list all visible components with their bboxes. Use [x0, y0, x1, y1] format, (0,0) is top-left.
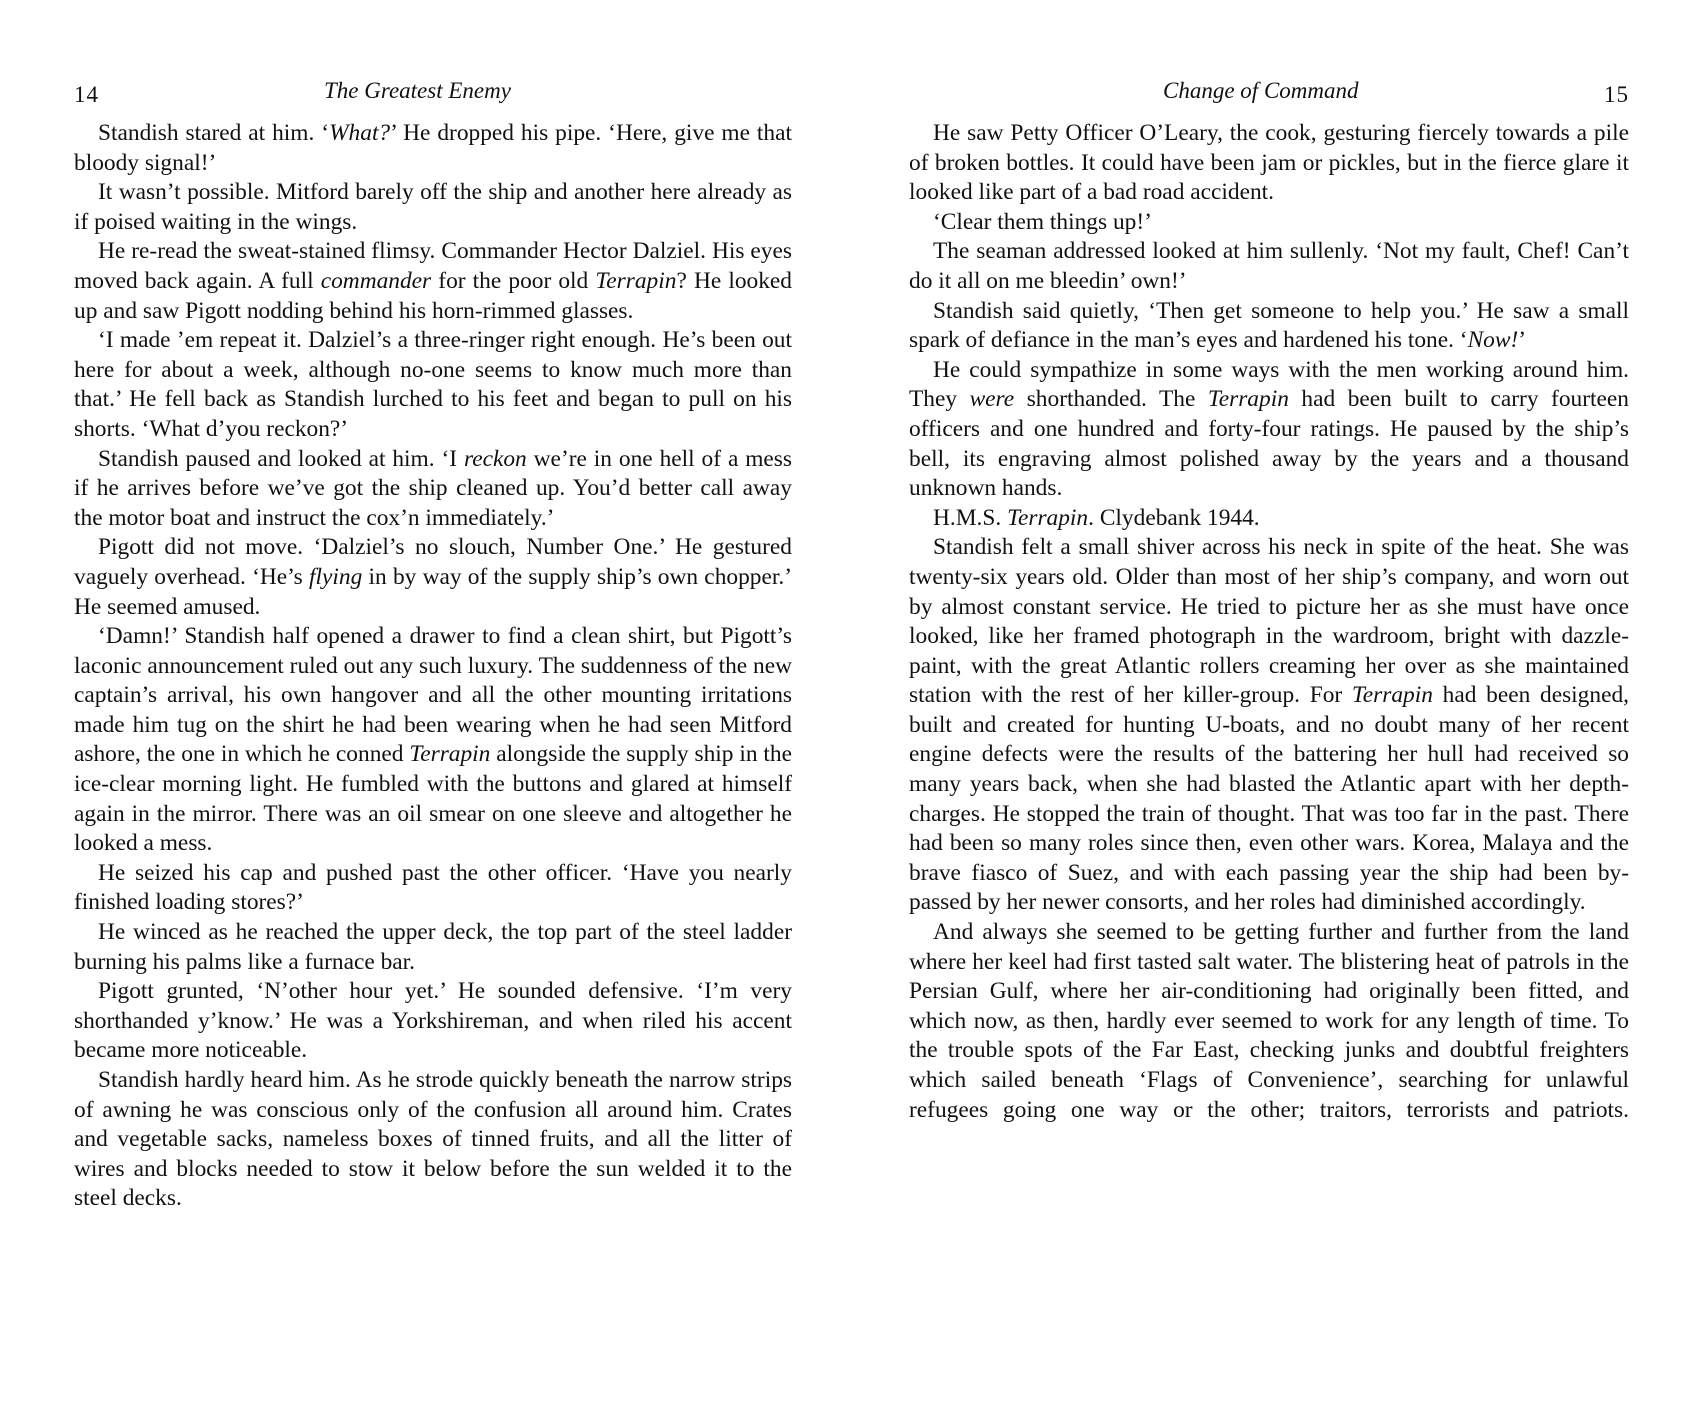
paragraph: [74, 859, 792, 918]
paragraph: [909, 119, 1629, 208]
paragraph: [74, 119, 792, 178]
text-run: He winced as he reached the upper deck, the top part of the steel ladder burning his palms like a furnace bar.: [74, 919, 792, 975]
right-page-number: 15: [1604, 82, 1629, 107]
text-run: Standish stared at him. ‘: [98, 120, 330, 146]
text-run: Standish said quietly, ‘Then get someone to help you.’ He saw a small spark of defiance in the man’s eyes and hardened his tone. ‘: [909, 297, 1629, 354]
italic-text: commander: [320, 267, 432, 294]
text-run: It wasn’t possible. Mitford barely off the ship and another here already as if poised waiting in the wings.: [74, 179, 792, 235]
italic-text: Terrapin: [595, 267, 677, 294]
text-run: And always she seemed to be getting further and further from the land where her keel had first tasted salt water. The blistering heat of patrols in the Persian Gulf, where her air-conditioning had originally been fitted, and which now, as then, hardly ever seemed to work for any length of time. To the trouble spots of the Far East, checking junks and doubtful freighters which sailed beneath ‘Flags of Convenience’, searching for unlawful refugees going one way or the other; traitors, terrorists and patriots.: [909, 919, 1629, 1123]
text-run: had been designed, built and created for hunting U-boats, and no doubt many of her recent engine defects were the results of the battering her hull had received so many years back, when she had blasted the Atlantic apart with her depth-charges. He stopped the train of thought. That was too far in the past. There had been so many roles since then, even other wars. Korea, Malaya and the brave fiasco of Suez, and with each passing year the ship had been by-passed by her newer consorts, and her roles had diminished accordingly.: [909, 682, 1629, 916]
italic-text: reckon: [463, 445, 527, 472]
text-run: He saw Petty Officer O’Leary, the cook, gesturing fiercely towards a pile of broken bottles. It could have been jam or pickles, but in the fierce glare it looked like part of a bad road accident.: [909, 120, 1629, 206]
paragraph: [74, 237, 792, 326]
text-run: for the poor old: [431, 267, 596, 294]
paragraph: [74, 178, 792, 237]
text-run: we’re in one hell of a mess if he arrives before we’ve got the ship cleaned up. You’d better call away the motor boat and instruct the cox’n immediately.’: [74, 445, 793, 531]
paragraph: [74, 533, 792, 622]
paragraph: [909, 918, 1629, 1125]
text-run: Standish felt a small shiver across his neck in spite of the heat. She was twenty-six years old. Older than most of her ship’s company, and worn out by almost constant service. He tried to picture her as she must have once looked, like her framed photograph in the wardroom, bright with dazzle-paint, with the great Atlantic rollers creaming her over as she maintained station with the rest of her killer-group. For: [909, 534, 1629, 709]
paragraph: [909, 504, 1629, 534]
paragraph: [74, 622, 792, 859]
text-run: Pigott did not move. ‘Dalziel’s no slouch, Number One.’ He gestured vaguely overhead. ‘He’s: [74, 534, 792, 590]
text-run: H.M.S.: [933, 504, 1008, 531]
italic-text: flying: [309, 563, 363, 590]
paragraph: [909, 237, 1629, 296]
paragraph: [74, 977, 792, 1066]
text-run: shorthanded. The: [1014, 386, 1208, 413]
text-run: had been built to carry fourteen officers and one hundred and forty-four ratings. He paused by the ship’s bell, its engraving almost polished away by the years and a thousand unknown hands.: [909, 386, 1629, 502]
right-running-head: Change of Command: [1163, 78, 1359, 103]
paragraph: [909, 356, 1629, 504]
text-run: . Clydebank 1944.: [1088, 504, 1260, 531]
italic-text: were: [969, 386, 1015, 413]
italic-text: Now!: [1467, 327, 1519, 354]
left-running-head: The Greatest Enemy: [324, 78, 511, 103]
italic-text: Terrapin: [409, 741, 491, 768]
text-run: The seaman addressed looked at him sullenly. ‘Not my fault, Chef! Can’t do it all on me bleedin’ own!’: [909, 238, 1629, 294]
italic-text: Terrapin: [1351, 682, 1433, 709]
text-run: He could sympathize in some ways with the men working around him. They: [909, 356, 1629, 413]
text-run: ’ He dropped his pipe. ‘Here, give me that bloody signal!’: [74, 120, 792, 176]
right-body-text: [909, 119, 1629, 1125]
text-run: alongside the supply ship in the ice-clear morning light. He fumbled with the buttons and glared at himself again in the mirror. There was an oil smear on one sleeve and altogether he looked a mess.: [74, 741, 793, 857]
text-run: ? He looked up and saw Pigott nodding behind his horn-rimmed glasses.: [74, 267, 792, 324]
paragraph: [909, 208, 1629, 238]
paragraph: [909, 533, 1629, 918]
italic-text: Terrapin: [1207, 386, 1289, 413]
paragraph: [74, 1066, 792, 1214]
text-run: ‘Clear them things up!’: [933, 208, 1152, 235]
left-page-header: [74, 76, 792, 110]
paragraph: [909, 297, 1629, 356]
italic-text: Terrapin: [1007, 504, 1089, 531]
text-run: in by way of the supply ship’s own chopper.’ He seemed amused.: [74, 563, 792, 620]
text-run: He re-read the sweat-stained flimsy. Commander Hector Dalziel. His eyes moved back again. A full: [74, 238, 792, 294]
right-page-header: [909, 76, 1629, 110]
text-run: Pigott grunted, ‘N’other hour yet.’ He sounded defensive. ‘I’m very shorthanded y’know.’ He was a Yorkshireman, and when riled his accent became more noticeable.: [74, 978, 792, 1064]
text-run: ‘I made ’em repeat it. Dalziel’s a three-ringer right enough. He’s been out here for about a week, although no-one seems to know much more than that.’ He fell back as Standish lurched to his feet and began to pull on his shorts. ‘What d’you reckon?’: [74, 327, 792, 442]
text-run: He seized his cap and pushed past the other officer. ‘Have you nearly finished loading stores?’: [74, 859, 792, 916]
text-run: ‘Damn!’ Standish half opened a drawer to find a clean shirt, but Pigott’s laconic announcement ruled out any such luxury. The suddenness of the new captain’s arrival, his own hangover and all the other mounting irritations made him tug on the shirt he had been wearing when he had seen Mitford ashore, the one in which he conned: [74, 623, 792, 768]
italic-text: What?: [329, 120, 391, 146]
paragraph: [74, 445, 792, 534]
text-run: Standish hardly heard him. As he strode quickly beneath the narrow strips of awning he was conscious only of the confusion all around him. Crates and vegetable sacks, nameless boxes of tinned fruits, and all the litter of wires and blocks needed to stow it below before the sun welded it to the steel decks.: [74, 1067, 792, 1212]
left-page-number: 14: [74, 82, 99, 107]
text-run: ’: [1518, 327, 1527, 354]
paragraph: [74, 918, 792, 977]
paragraph: [74, 326, 792, 444]
text-run: Standish paused and looked at him. ‘I: [98, 445, 464, 472]
left-body-text: [74, 119, 792, 1214]
